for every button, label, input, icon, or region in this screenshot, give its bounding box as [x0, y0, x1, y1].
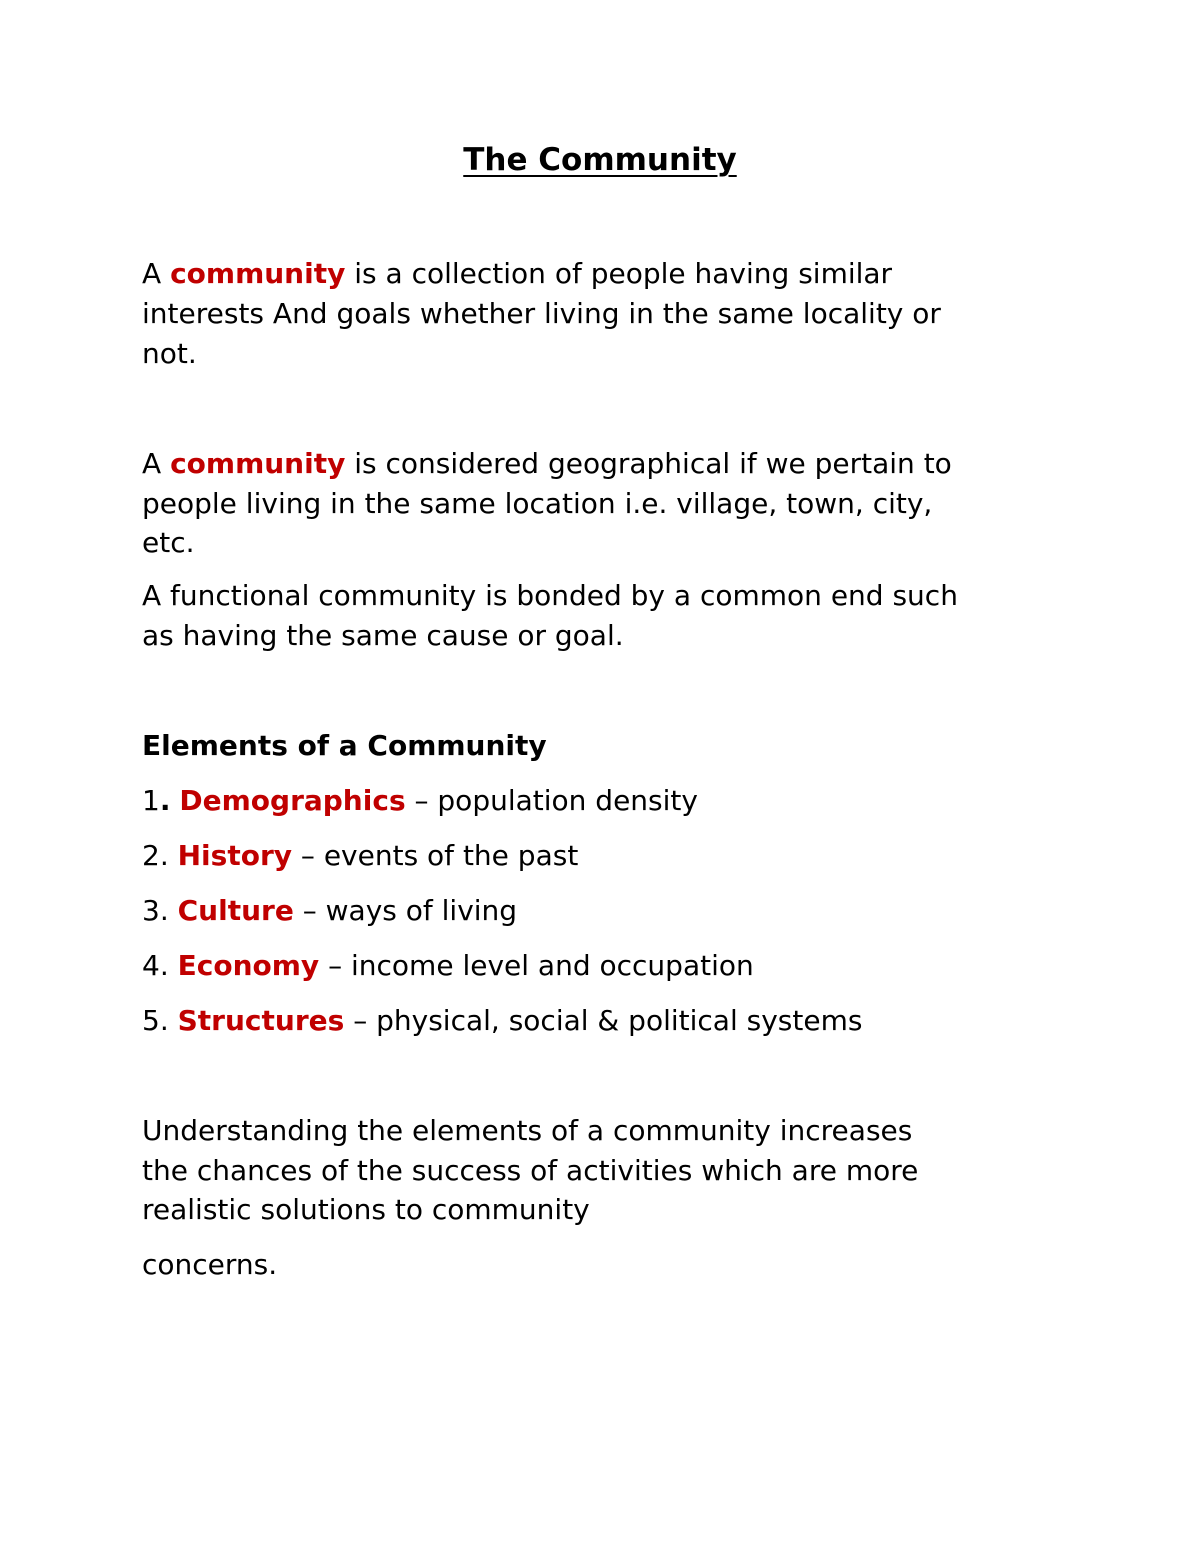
list-item: 2. History – events of the past	[142, 839, 579, 872]
conclusion-line2: the chances of the success of activities which are more	[142, 1154, 919, 1187]
paragraph-definition-line1: A community is a collection of people having similar	[142, 257, 893, 290]
list-item: 5. Structures – physical, social & political systems	[142, 1004, 863, 1037]
paragraph-geographical-line3: etc.	[142, 526, 195, 559]
list-item: 1. Demographics – population density	[142, 784, 698, 817]
elements-heading: Elements of a Community	[142, 729, 547, 762]
paragraph-definition-line3: not.	[142, 337, 197, 370]
paragraph-functional-line1: A functional community is bonded by a common end such	[142, 579, 958, 612]
term-structures: Structures	[177, 1004, 345, 1037]
conclusion-line3: realistic solutions to community	[142, 1193, 590, 1226]
conclusion-line1: Understanding the elements of a community increases	[142, 1114, 913, 1147]
term-community: community	[170, 447, 346, 480]
term-culture: Culture	[177, 894, 294, 927]
term-economy: Economy	[177, 949, 320, 982]
list-item: 4. Economy – income level and occupation	[142, 949, 754, 982]
conclusion-line4: concerns.	[142, 1248, 278, 1281]
paragraph-geographical-line2: people living in the same location i.e. village, town, city,	[142, 487, 933, 520]
term-history: History	[177, 839, 293, 872]
term-demographics: Demographics	[179, 784, 406, 817]
list-item: 3. Culture – ways of living	[142, 894, 518, 927]
paragraph-functional-line2: as having the same cause or goal.	[142, 619, 624, 652]
term-community: community	[170, 257, 346, 290]
page-title: The Community	[463, 142, 737, 178]
paragraph-geographical-line1: A community is considered geographical if we pertain to	[142, 447, 952, 480]
paragraph-definition-line2: interests And goals whether living in the same locality or	[142, 297, 941, 330]
